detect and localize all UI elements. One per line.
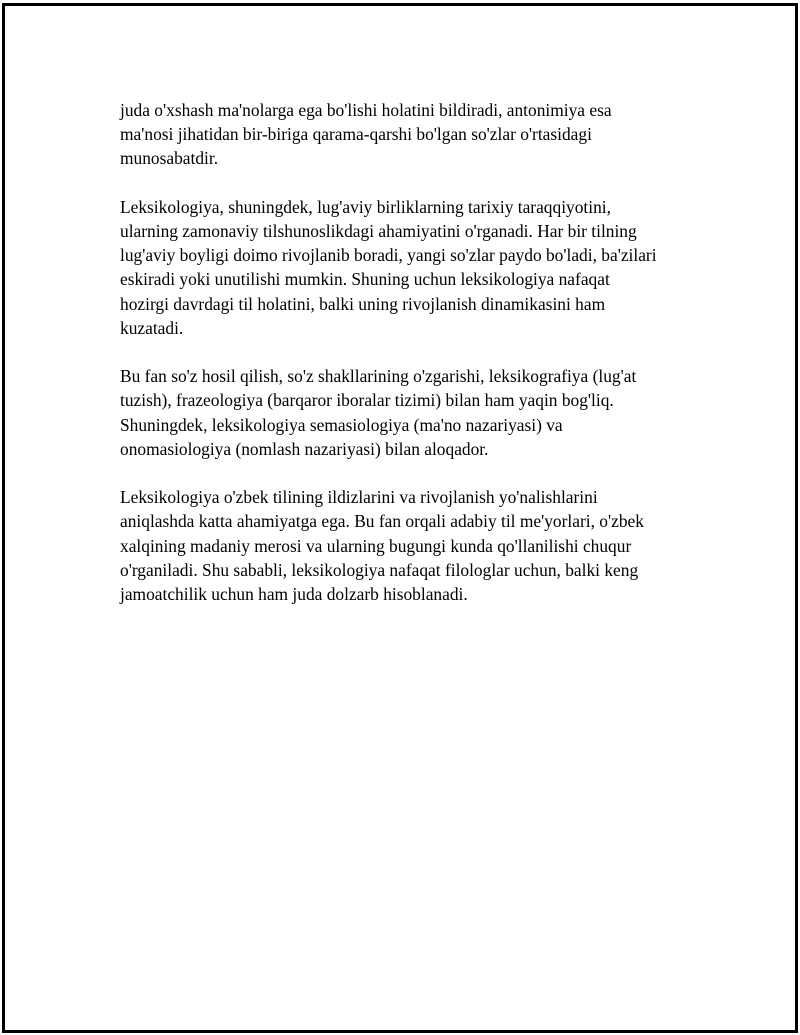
paragraph-3: Bu fan so'z hosil qilish, so'z shakllarining o'zgarishi, leksikografiya (lug'at tuzish), frazeologiya (barqaror iboralar tizimi) bilan ham yaqin bog'liq. Shuningdek, leksikologiya semasiologiya (ma'no nazariyasi) va onomasiologiya (nomlash nazariyasi) bilan aloqador. — [120, 366, 637, 459]
document-body — [120, 98, 710, 630]
paragraph-2: Leksikologiya, shuningdek, lug'aviy birliklarning tarixiy taraqqiyotini, ularning zamonaviy tilshunoslikdagi ahamiyatini o'rganadi. Har bir tilning lug'aviy boyligi doimo rivojlanib boradi, yangi so'zlar paydo bo'ladi, ba'zilari eskiradi yoki unutilishi mumkin. Shuning uchun leksikologiya nafaqat hozirgi davrdagi til holatini, balki uning rivojlanish dinamikasini ham kuzatadi. — [120, 196, 657, 338]
paragraph-4: Leksikologiya o'zbek tilining ildizlarini va rivojlanish yo'nalishlarini aniqlashda katta ahamiyatga ega. Bu fan orqali adabiy til me'yorlari, o'zbek xalqining madaniy merosi va ularning bugungi kunda qo'llanilishi chuqur o'rganiladi. Shu sababli, leksikologiya nafaqat filologlar uchun, balki keng jamoatchilik uchun ham juda dolzarb hisoblanadi. — [120, 487, 644, 605]
paragraph-1: juda o'xshash ma'nolarga ega bo'lishi holatini bildiradi, antonimiya esa ma'nosi jihatidan bir-biriga qarama-qarshi bo'lgan so'zlar o'rtasidagi munosabatdir. — [120, 100, 612, 169]
page-frame — [2, 3, 798, 1033]
